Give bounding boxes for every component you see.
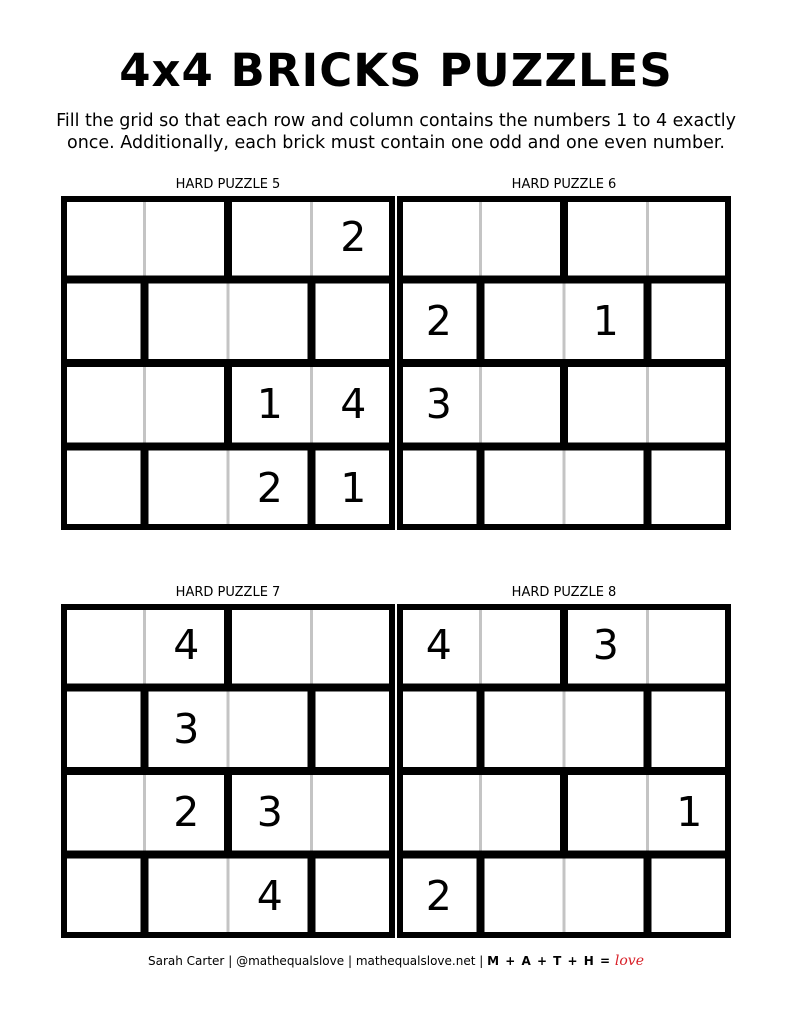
puzzle-label: HARD PUZZLE 8 bbox=[511, 585, 617, 600]
puzzle-cell[interactable] bbox=[565, 855, 647, 937]
footer bbox=[0, 953, 792, 969]
puzzle-cell[interactable] bbox=[648, 605, 730, 687]
puzzle-cell[interactable]: 2 bbox=[256, 463, 283, 512]
puzzle-cell[interactable] bbox=[565, 197, 647, 279]
instructions bbox=[40, 110, 752, 154]
puzzle-cell[interactable]: 4 bbox=[425, 621, 452, 670]
instructions-line-2: once. Additionally, each brick must contain one odd and one even number. bbox=[67, 133, 725, 153]
puzzle-label: HARD PUZZLE 7 bbox=[175, 585, 281, 600]
puzzle-cell[interactable] bbox=[648, 197, 730, 279]
puzzle-cell[interactable]: 2 bbox=[425, 296, 452, 345]
puzzle-grid-6 bbox=[397, 196, 731, 530]
puzzle-cell[interactable] bbox=[648, 855, 730, 937]
puzzle-cell[interactable] bbox=[145, 855, 227, 937]
puzzle-cell[interactable]: 4 bbox=[340, 380, 367, 429]
puzzle-cell[interactable] bbox=[312, 688, 394, 770]
puzzle-cell[interactable]: 1 bbox=[676, 788, 703, 837]
puzzle-cell[interactable]: 2 bbox=[340, 213, 367, 262]
puzzle-cell[interactable] bbox=[145, 447, 227, 529]
puzzle-cell[interactable] bbox=[62, 772, 144, 854]
puzzle-cell[interactable] bbox=[565, 364, 647, 446]
puzzle-cell[interactable] bbox=[312, 280, 394, 362]
footer-separator: | bbox=[347, 954, 353, 968]
puzzle-cell[interactable] bbox=[565, 772, 647, 854]
puzzle-grid-8 bbox=[397, 604, 731, 938]
puzzle-cell[interactable] bbox=[648, 688, 730, 770]
puzzle-cell[interactable] bbox=[398, 197, 480, 279]
puzzle-cell[interactable]: 3 bbox=[256, 788, 283, 837]
puzzle-cell[interactable] bbox=[62, 197, 144, 279]
puzzle-cell[interactable] bbox=[229, 688, 311, 770]
instructions-line-1: Fill the grid so that each row and column contains the numbers 1 to 4 exactly bbox=[56, 111, 736, 131]
puzzle-cell[interactable] bbox=[398, 688, 480, 770]
page-title: 4x4 BRICKS PUZZLES bbox=[119, 44, 673, 97]
puzzle-cell[interactable] bbox=[481, 855, 563, 937]
puzzle-cell[interactable] bbox=[648, 280, 730, 362]
puzzle-grid-7 bbox=[61, 604, 395, 938]
puzzle-cell[interactable] bbox=[62, 364, 144, 446]
footer-love-logo: love bbox=[614, 953, 644, 969]
puzzle-cell[interactable] bbox=[565, 688, 647, 770]
puzzle-cell[interactable] bbox=[312, 772, 394, 854]
puzzle-cell[interactable] bbox=[648, 447, 730, 529]
puzzle-cell[interactable]: 4 bbox=[173, 621, 200, 670]
puzzle-cell[interactable] bbox=[62, 447, 144, 529]
puzzle-cell[interactable] bbox=[312, 855, 394, 937]
puzzle-cell[interactable]: 3 bbox=[173, 704, 200, 753]
puzzle-cell[interactable] bbox=[481, 605, 563, 687]
puzzle-cell[interactable] bbox=[398, 447, 480, 529]
footer-author: Sarah Carter bbox=[148, 954, 225, 968]
puzzle-cell[interactable] bbox=[62, 280, 144, 362]
puzzle-cell[interactable] bbox=[481, 447, 563, 529]
puzzle-cell[interactable] bbox=[565, 447, 647, 529]
footer-handle: @mathequalslove bbox=[236, 954, 345, 968]
puzzle-cell[interactable] bbox=[229, 197, 311, 279]
puzzle-cell[interactable] bbox=[62, 688, 144, 770]
footer-site: mathequalslove.net bbox=[355, 954, 476, 968]
puzzle-cell[interactable]: 4 bbox=[256, 871, 283, 920]
puzzle-cell[interactable] bbox=[229, 280, 311, 362]
footer-separator: | bbox=[228, 954, 233, 968]
puzzle-cell[interactable]: 2 bbox=[173, 788, 200, 837]
puzzle-cell[interactable] bbox=[229, 605, 311, 687]
puzzle-cell[interactable]: 1 bbox=[340, 463, 367, 512]
puzzle-cell[interactable] bbox=[481, 688, 563, 770]
puzzle-cell[interactable] bbox=[648, 364, 730, 446]
puzzle-cell[interactable] bbox=[481, 364, 563, 446]
puzzle-cell[interactable] bbox=[481, 772, 563, 854]
puzzle-cell[interactable] bbox=[398, 772, 480, 854]
puzzle-cell[interactable]: 3 bbox=[592, 621, 619, 670]
puzzle-cell[interactable] bbox=[481, 280, 563, 362]
puzzle-cell[interactable] bbox=[481, 197, 563, 279]
footer-separator: | bbox=[479, 954, 484, 968]
puzzle-label: HARD PUZZLE 6 bbox=[511, 177, 617, 192]
puzzle-grid-5 bbox=[61, 196, 395, 530]
puzzle-label: HARD PUZZLE 5 bbox=[175, 177, 281, 192]
puzzle-cell[interactable]: 2 bbox=[425, 871, 452, 920]
puzzle-cell[interactable] bbox=[145, 280, 227, 362]
puzzle-cell[interactable] bbox=[62, 605, 144, 687]
puzzle-cell[interactable]: 1 bbox=[592, 296, 619, 345]
footer-brand: M + A + T + H = bbox=[487, 954, 612, 968]
puzzle-cell[interactable] bbox=[312, 605, 394, 687]
puzzle-cell[interactable] bbox=[145, 197, 227, 279]
puzzle-cell[interactable] bbox=[145, 364, 227, 446]
puzzle-cell[interactable] bbox=[62, 855, 144, 937]
puzzle-cell[interactable]: 3 bbox=[425, 380, 452, 429]
puzzle-cell[interactable]: 1 bbox=[256, 380, 283, 429]
